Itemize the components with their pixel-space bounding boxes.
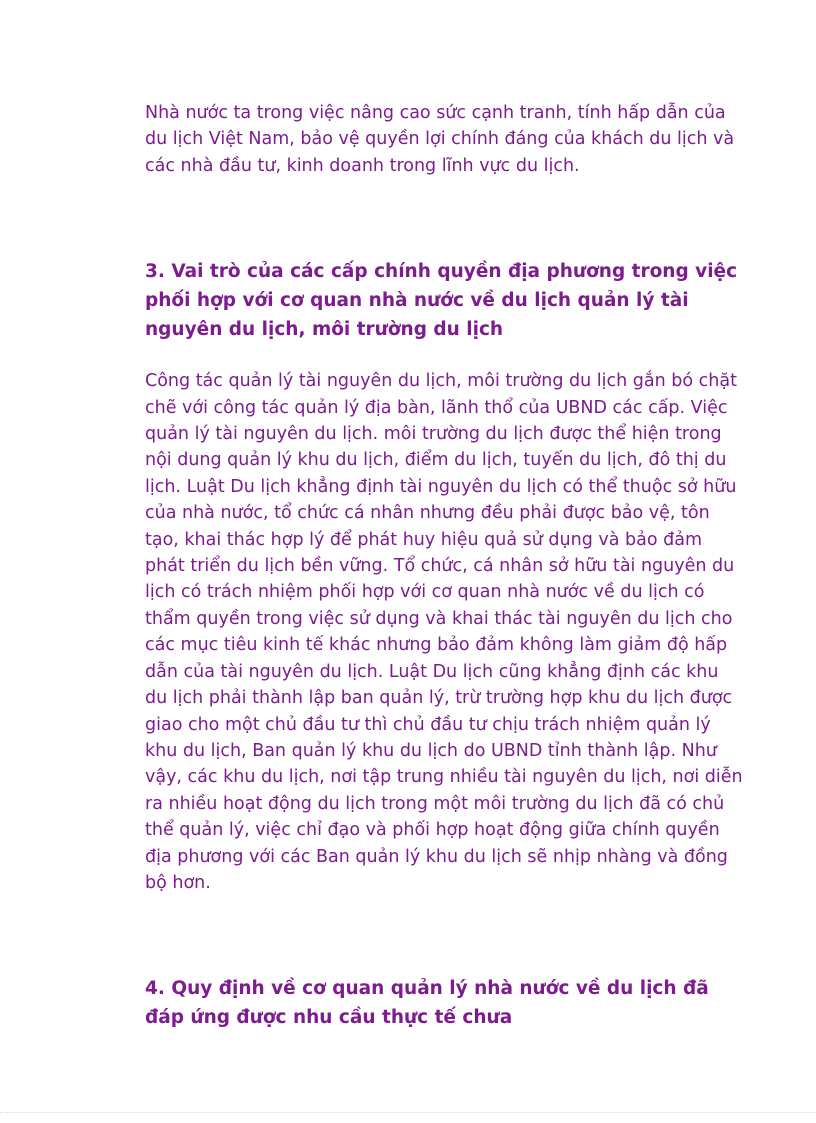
- page-bottom-divider: [0, 1112, 816, 1113]
- intro-paragraph: Nhà nước ta trong việc nâng cao sức cạnh tranh, tính hấp dẫn của du lịch Việt Nam, bảo vệ quyền lợi chính đáng của khách du lịch và các nhà đầu tư, kinh doanh trong lĩnh vực du lịch.: [145, 103, 735, 176]
- section-4-heading: 4. Quy định về cơ quan quản lý nhà nước về du lịch đã đáp ứng được nhu cầu thực tế chưa: [145, 978, 709, 1029]
- section-3-body: Công tác quản lý tài nguyên du lịch, môi trường du lịch gắn bó chặt chẽ với công tác quản lý địa bàn, lãnh thổ của UBND các cấp. Việc quản lý tài nguyên du lịch. môi trường du lịch được thể hiện trong nội dung quản lý khu du lịch, điểm du lịch, tuyến du lịch, đô thị du lịch. Luật Du lịch khẳng định tài nguyên du lịch có thể thuộc sở hữu của nhà nước, tổ chức cá nhân nhưng đều phải được bảo vệ, tôn tạo, khai thác hợp lý để phát huy hiệu quả sử dụng và bảo đảm phát triển du lịch bền vững. Tổ chức, cá nhân sở hữu tài nguyên du lịch có trách nhiệm phối hợp với cơ quan nhà nước về du lịch có thẩm quyền trong việc sử dụng và khai thác tài nguyên du lịch cho các mục tiêu kinh tế khác nhưng bảo đảm không làm giảm độ hấp dẫn của tài nguyên du lịch. Luật Du lịch cũng khẳng định các khu du lịch phải thành lập ban quản lý, trừ trường hợp khu du lịch được giao cho một chủ đầu tư thì chủ đầu tư chịu trách nhiệm quản lý khu du lịch, Ban quản lý khu du lịch do UBND tỉnh thành lập. Như vậy, các khu du lịch, nơi tập trung nhiều tài nguyên du lịch, nơi diễn ra nhiều hoạt động du lịch trong một môi trường du lịch đã có chủ thể quản lý, việc chỉ đạo và phối hợp hoạt động giữa chính quyền địa phương với các Ban quản lý khu du lịch sẽ nhịp nhàng và đồng bộ hơn.: [145, 371, 743, 893]
- section-3-heading: 3. Vai trò của các cấp chính quyền địa phương trong việc phối hợp với cơ quan nhà nước về du lịch quản lý tài nguyên du lịch, môi trường du lịch: [145, 261, 738, 341]
- document-page: [145, 100, 745, 1032]
